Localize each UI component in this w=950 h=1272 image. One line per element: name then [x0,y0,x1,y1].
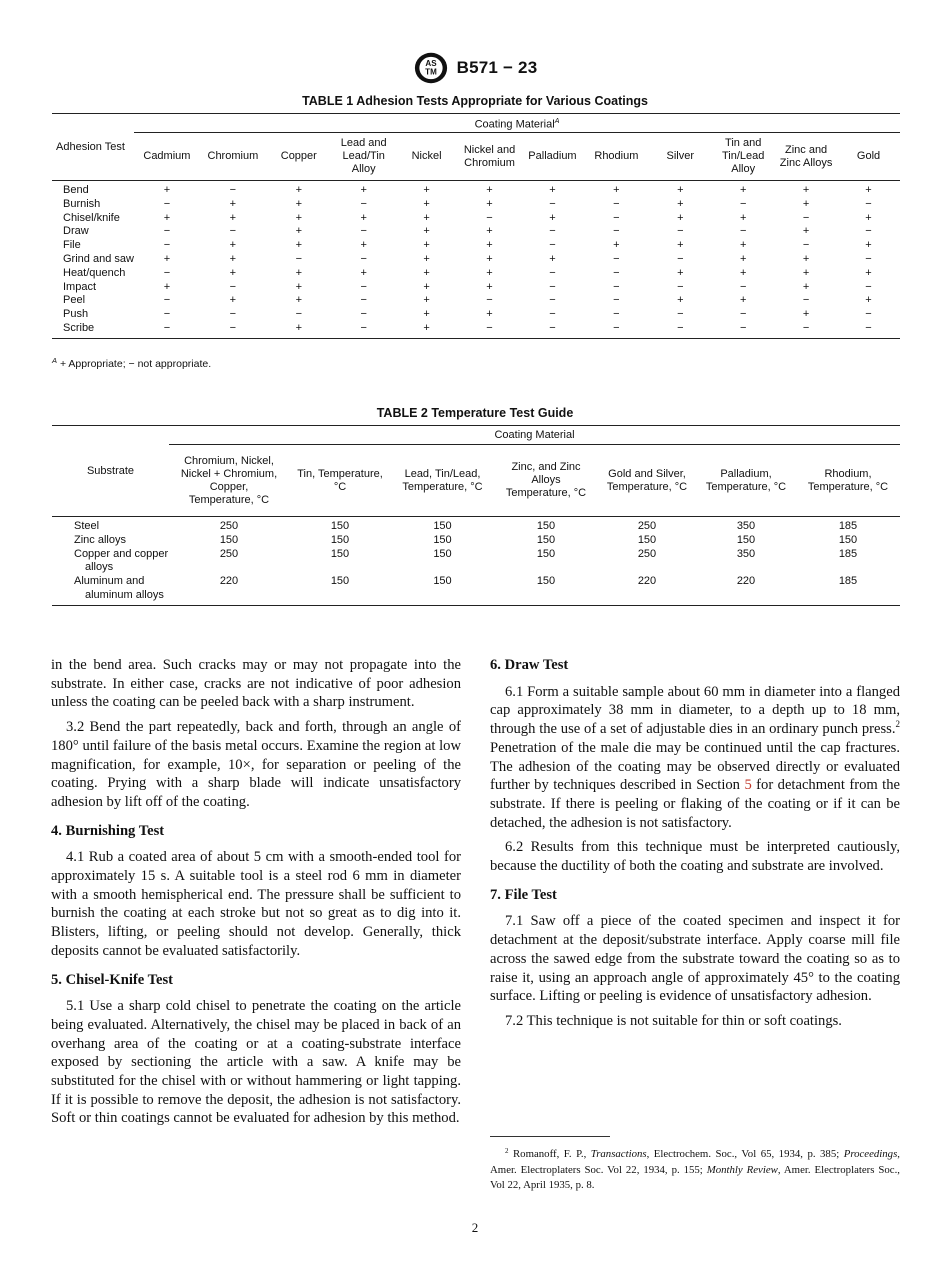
text: , Amer. Electroplaters Soc., Vol 22, April 1935, p. 8. [490,1163,900,1191]
table-cell: + [677,266,684,279]
table-cell: 150 [433,520,452,532]
left-column [51,656,461,1134]
row-label: File [63,239,81,252]
column-header: Rhodium, Temperature, °C [796,445,900,517]
table-cell: + [295,225,302,238]
table-cell: + [677,184,684,196]
table-cell: − [229,308,237,321]
table-cell: + [486,308,493,321]
table-cell: 150 [330,520,350,532]
row-label: Scribe [52,322,134,338]
row-label: Burnish [63,197,101,210]
row-label: Zinc alloys [74,533,126,546]
table-cell: 150 [330,547,350,560]
table-cell: − [739,280,747,293]
table-row [52,548,900,576]
table-cell: 150 [536,520,556,532]
column-header: Lead and Lead/Tin Alloy [332,133,396,181]
table-cell: − [865,197,872,210]
table-cell: − [360,308,367,321]
table-cell: + [423,184,430,196]
paragraph-7-2: 7.2 This technique is not suitable for thin or soft coatings. [505,1012,842,1029]
table-cell: 150 [536,547,556,560]
footnote-2 [490,1147,900,1194]
row-label: Peel [63,294,86,307]
text: Romanoff, F. P., [508,1148,591,1160]
table-cell: + [163,252,171,265]
row-label: Bend [63,184,89,196]
astm-logo-icon [413,51,449,85]
table-cell: + [396,322,458,338]
table-cell: + [739,211,747,224]
table-cell: − [360,294,367,307]
table-cell: + [360,239,367,252]
table-row [52,253,900,267]
text: Transactions [590,1148,647,1160]
paragraph-7-1: 7.1 Saw off a piece of the coated specimen and inspect it for detachment at the deposit/substrate interface. Apply coarse mill file across the sawed edge from the substrate toward the coating so as to raise it, using an approach angle of approximately 45° to the coating surface. Lifting or peeling is evidence of unsatisfactory adhesion. [490,913,900,1005]
table-cell: − [229,184,237,196]
table-cell: 150 [391,575,494,605]
table-cell: + [295,184,302,196]
table-cell: + [229,211,237,224]
table-cell: − [163,266,171,279]
table-row [52,534,900,548]
table-row [52,281,900,295]
table-cell: + [613,184,620,196]
table-cell: + [423,294,430,307]
table-cell: − [549,308,556,321]
row-label: Chisel/knife [63,211,120,224]
row-label: Steel [74,520,100,532]
table-cell: + [802,225,810,238]
table-cell: + [423,308,430,321]
table-cell: − [521,322,583,338]
table-cell: 150 [219,533,239,546]
table-cell: + [423,280,430,293]
text: 6.1 Form a suitable sample about 60 mm in diameter into a flanged cap approximately 38 mm in diameter, to a depth up to 18 mm, through the use of a set of adjustable dies in an ordinary punch press. [490,683,900,738]
column-header: Zinc and Zinc Alloys [775,133,837,181]
table-cell: + [802,252,810,265]
table-cell: 150 [330,533,350,546]
table-cell: 185 [838,547,858,560]
table-cell: + [360,211,367,224]
table-cell: − [295,252,302,265]
section-link[interactable]: 5 [744,777,752,794]
column-header: Tin and Tin/Lead Alloy [711,133,775,181]
table-cell: + [423,266,430,279]
table-cell: + [295,239,302,252]
row-label: Draw [63,225,89,238]
table-cell: + [613,239,620,252]
table2-title: TABLE 2 Temperature Test Guide [376,406,574,420]
column-header: Silver [649,133,711,181]
table-cell: + [163,280,171,293]
column-header: Gold [837,133,900,181]
table-cell: 150 [433,547,452,560]
page-header [0,50,950,86]
table-cell: + [549,211,556,224]
table-cell: + [295,211,302,224]
section-6-heading: 6. Draw Test [490,657,569,673]
table-cell: 250 [637,520,657,532]
table-row [52,308,900,322]
table-cell: − [613,197,620,210]
row-label: Heat/quench [63,266,126,279]
row-label: Push [63,308,89,321]
row-header: Adhesion Test [52,114,134,181]
table-cell: − [865,252,872,265]
table-cell: + [229,294,237,307]
text: , Amer. Electroplaters Soc. Vol 22, 1934, p. 155; [490,1148,900,1176]
table-cell: 220 [598,575,696,605]
table-cell: − [229,280,237,293]
table-row [52,181,900,198]
table-cell: + [802,184,810,196]
paragraph: in the bend area. Such cracks may or may not propagate into the substrate. In either case, cracks are not indicative of poor adhesion unless the coating can be peeled back with a sharp instrument. [51,657,461,711]
table-cell: + [739,294,747,307]
table-cell: − [200,322,266,338]
table-cell: + [802,266,810,279]
table-cell: + [865,239,872,252]
table-cell: − [802,211,810,224]
column-header: Rhodium [583,133,649,181]
table-cell: 220 [169,575,289,605]
column-header: Cadmium [134,133,200,181]
table-cell: + [739,266,747,279]
table-row [52,322,900,338]
table-cell: − [549,225,556,238]
table-cell: + [295,280,302,293]
table-cell: + [229,266,237,279]
table-cell: 185 [838,520,858,532]
table-cell: − [677,252,684,265]
table-cell: + [739,252,747,265]
footnote-divider [490,1136,610,1137]
table-cell: − [163,197,171,210]
paragraph-3-2: 3.2 Bend the part repeatedly, back and forth, through an angle of 180° until failure of the basis metal occurs. Examine the region at low magnification, for example, 10×, for separation or peeling of the coating. Prying with a sharp blade will indicate unsatisfactory adhesion by lift off of the coating. [51,719,461,810]
table-cell: − [613,225,620,238]
table-cell: − [739,225,747,238]
table-cell: + [229,239,237,252]
table-cell: − [711,322,775,338]
table-row [52,225,900,239]
table-cell: − [360,280,367,293]
table-cell: − [486,211,493,224]
table-cell: − [739,197,747,210]
row-label: Impact [63,280,97,293]
table-cell: − [549,239,556,252]
table-cell: + [677,294,684,307]
table-cell: + [865,184,872,196]
table-row [52,517,900,534]
section-7-heading: 7. File Test [490,886,557,903]
table-cell: + [486,197,493,210]
table-cell: + [549,252,556,265]
table-cell: − [163,308,171,321]
document-designation: B571 − 23 [456,58,538,77]
table-cell: + [423,252,430,265]
column-header: Copper [266,133,332,181]
column-header: Lead, Tin/Lead, Temperature, °C [391,445,494,517]
text: Proceedings [843,1148,898,1160]
table-cell: + [423,225,430,238]
column-header: Nickel [396,133,458,181]
table-cell: − [837,322,900,338]
column-header: Chromium [200,133,266,181]
table-cell: 150 [433,533,452,546]
table-cell: − [458,322,522,338]
coating-material-header: Coating Material [169,426,900,445]
table-cell: − [865,225,872,238]
table-cell: − [549,266,556,279]
table-cell: + [229,252,237,265]
table-cell: − [613,294,620,307]
table-cell: − [613,252,620,265]
table-cell: + [802,308,810,321]
coating-material-header [134,114,900,133]
table-cell: + [549,184,556,196]
table-cell: + [486,252,493,265]
table-cell: + [423,211,430,224]
table-cell: + [486,266,493,279]
table-cell: + [865,266,872,279]
column-header: Gold and Silver, Temperature, °C [598,445,696,517]
page-number: 2 [471,1220,479,1235]
table-cell: + [486,280,493,293]
column-header: Tin, Temperature, °C [289,445,391,517]
table-row [52,212,900,226]
group-header-text: Coating Material [474,118,555,131]
table-cell: + [739,184,747,196]
table-cell: − [583,322,649,338]
text: , Electrochem. Soc., Vol 65, 1934, p. 385; [646,1148,844,1160]
table1-title: TABLE 1 Adhesion Tests Appropriate for Various Coatings [302,94,648,108]
table-cell: + [295,197,302,210]
footnote-marker: 2 [505,1147,509,1155]
column-header: Nickel and Chromium [458,133,522,181]
table-cell: − [486,294,493,307]
table-cell: − [360,225,367,238]
paragraph-5-1: 5.1 Use a sharp cold chisel to penetrate the coating on the article being evaluated. Alternatively, the chisel may be placed in back of an overhang area of the coating or at a coating-substrate interface exposed by sectioning the article with a saw. A knife may be substituted for the chisel with or without hammering or light tapping. If it is possible to remove the deposit, the adhesion is not satisfactory. Soft or thin coatings cannot be evaluated for adhesion by this method. [51,998,461,1127]
table-cell: 350 [736,520,756,532]
row-label: Aluminum and aluminum alloys [52,575,169,605]
table-cell: + [163,211,171,224]
table-cell: − [802,294,810,307]
table-cell: + [163,184,171,196]
text: for detachment from the substrate. If there is peeling or flaking of the coating or if it can be detached, the adhesion is not satisfactory. [490,777,900,831]
text: Penetration of the male die may be continued until the cap fractures. The adhesion of the coating may be observed directly or evaluated further by techniques described in Section [490,739,900,794]
table-cell: − [677,308,684,321]
table-cell: − [549,197,556,210]
text: Monthly Review [706,1163,778,1176]
svg-text:AS: AS [425,59,437,69]
table-row [52,267,900,281]
table-cell: + [266,322,332,338]
table-cell: 250 [219,547,239,560]
table-cell: 150 [838,533,858,546]
table-cell: − [613,280,620,293]
table-cell: 185 [796,575,900,605]
table-cell: − [613,308,620,321]
paragraph-4-1: 4.1 Rub a coated area of about 5 cm with a smooth-ended tool for approximately 15 s. A suitable tool is a steel rod 6 mm in diameter with a smooth hemispherical end. The pressure shall be sufficient to burnish the coating at each stroke but not so great as to dig into it. Blisters, lifting, or peeling should not develop. Generally, thick deposits cannot be evaluated satisfactorily. [51,849,461,959]
table-cell: + [229,197,237,210]
table-cell: 150 [494,575,598,605]
row-label: Grind and saw [63,252,134,265]
table-cell: − [360,197,367,210]
table-cell: − [549,294,556,307]
table-cell: + [802,280,810,293]
table-cell: − [775,322,837,338]
table-cell: 150 [289,575,391,605]
column-header: Zinc, and Zinc Alloys Temperature, °C [494,445,598,517]
table-cell: + [486,184,493,196]
table-cell: + [486,239,493,252]
paragraph-6-2: 6.2 Results from this technique must be interpreted cautiously, because the ductility of both the coating and substrate are involved. [490,839,900,875]
table-cell: + [360,266,367,279]
table-cell: − [134,322,200,338]
table-cell: − [163,294,171,307]
temperature-guide-table [52,425,900,606]
table-cell: + [677,197,684,210]
table-cell: − [332,322,396,338]
table-row [52,198,900,212]
table-cell: − [613,211,620,224]
table-cell: − [865,280,872,293]
table-cell: + [423,239,430,252]
column-header: Palladium, Temperature, °C [696,445,796,517]
column-header: Palladium [521,133,583,181]
row-label: Copper and copper alloys [74,547,169,574]
table-cell: 350 [736,547,756,560]
table-cell: − [802,239,810,252]
table-cell: + [865,211,872,224]
adhesion-tests-table [52,113,900,339]
table1-footnote [52,356,211,370]
table-cell: 250 [219,520,239,532]
footnote-ref[interactable]: 2 [895,719,900,730]
table-cell: − [229,225,237,238]
table-cell: 250 [637,547,657,560]
footnote-marker: A [52,356,58,365]
table-row [52,239,900,253]
table-cell: − [360,252,367,265]
section-5-heading: 5. Chisel-Knife Test [51,971,174,988]
table-row [52,294,900,308]
table-cell: − [677,225,684,238]
table-cell: + [423,197,430,210]
right-column [490,656,900,1037]
table-cell: + [360,184,367,196]
table-cell: − [739,308,747,321]
table-cell: + [739,239,747,252]
table-cell: 220 [696,575,796,605]
table-cell: 150 [736,533,756,546]
table-cell: − [613,266,620,279]
table-cell: + [865,294,872,307]
table-cell: − [163,239,171,252]
table-cell: + [802,197,810,210]
table-cell: − [649,322,711,338]
table-cell: − [163,225,171,238]
table-cell: − [549,280,556,293]
table-cell: 150 [637,533,657,546]
table-cell: − [677,280,684,293]
table-row [52,575,900,605]
footnote-text: + Appropriate; − not appropriate. [59,358,212,370]
paragraph-6-1 [490,683,900,833]
table-cell: + [295,266,302,279]
section-4-heading: 4. Burnishing Test [51,822,165,839]
row-header: Substrate [52,426,169,517]
table-cell: + [677,211,684,224]
svg-text:TM: TM [424,67,437,77]
column-header: Chromium, Nickel, Nickel + Chromium, Copper, Temperature, °C [169,445,289,517]
table-cell: 150 [536,533,556,546]
table-cell: + [677,239,684,252]
table-cell: − [295,308,302,321]
table-cell: − [865,308,872,321]
table-cell: + [295,294,302,307]
table-cell: + [486,225,493,238]
footnote-marker: A [554,117,560,125]
